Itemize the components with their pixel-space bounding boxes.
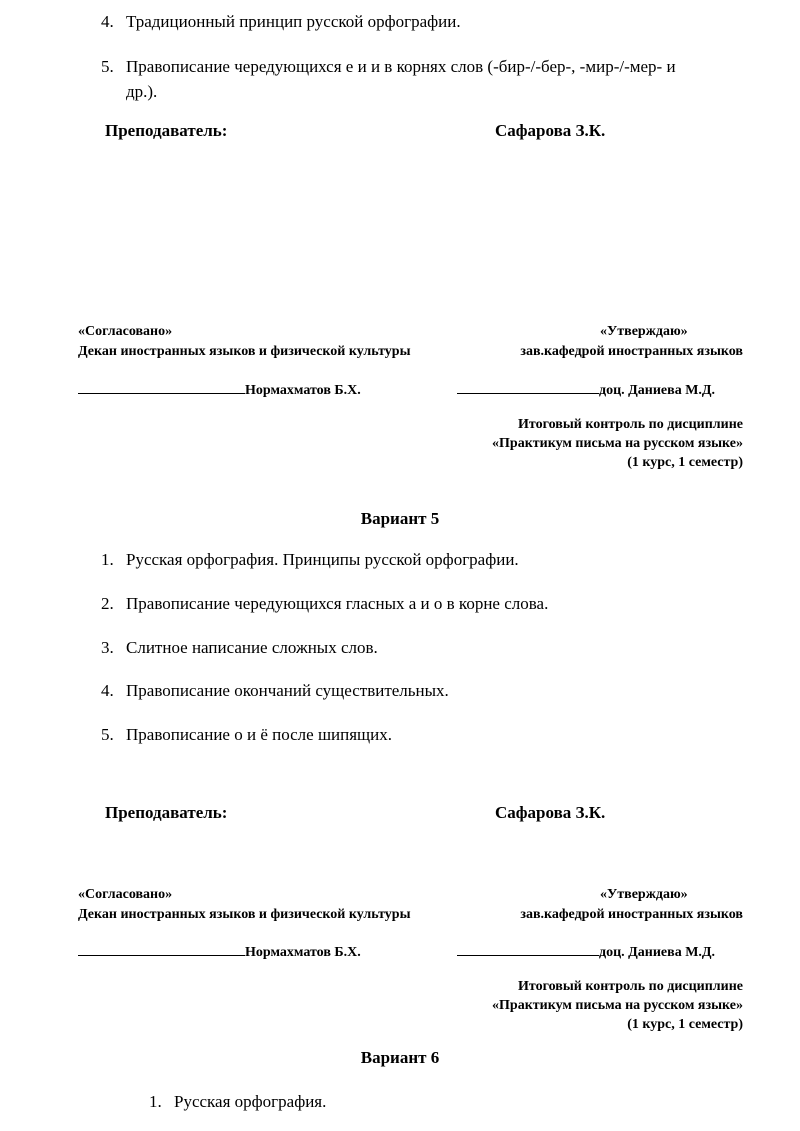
- list-text: Правописание чередующихся гласных а и о в корне слова.: [126, 594, 549, 613]
- head-title: зав.кафедрой иностранных языков: [520, 907, 743, 922]
- head-signature: [457, 379, 715, 400]
- list-number: 2.: [101, 594, 114, 613]
- list-text: Правописание окончаний существительных.: [126, 681, 449, 700]
- head-name: доц. Даниева М.Д.: [599, 945, 716, 960]
- head-name: доц. Даниева М.Д.: [599, 383, 716, 398]
- dean-signature: [78, 941, 361, 962]
- list-number: 1.: [149, 1092, 162, 1111]
- control-line-3: (1 курс, 1 семестр): [627, 1017, 743, 1032]
- list-text-continuation: др.).: [126, 82, 158, 101]
- list-text: Русская орфография.: [174, 1092, 327, 1111]
- control-line-1: Итоговый контроль по дисциплине: [518, 979, 743, 994]
- dean-signature: [78, 379, 361, 400]
- teacher-name: Сафарова З.К.: [495, 803, 606, 822]
- variant-title: Вариант 5: [360, 509, 440, 528]
- variant-title: Вариант 6: [360, 1048, 440, 1067]
- list-number: 5.: [101, 725, 114, 744]
- list-number: 4.: [101, 681, 114, 700]
- list-number: 1.: [101, 550, 114, 569]
- signature-line: [78, 941, 245, 956]
- dean-title: Декан иностранных языков и физической культуры: [78, 344, 411, 359]
- agreed-label: «Согласовано»: [78, 324, 173, 339]
- signature-line: [78, 379, 245, 394]
- list-text: Правописание чередующихся е и и в корнях слов (-бир-/-бер-, -мир-/-мер- и: [126, 57, 676, 76]
- list-text: Правописание о и ё после шипящих.: [126, 725, 392, 744]
- dean-title: Декан иностранных языков и физической культуры: [78, 907, 411, 922]
- control-line-2: «Практикум письма на русском языке»: [492, 998, 743, 1013]
- head-signature: [457, 941, 715, 962]
- list-number: 5.: [101, 57, 114, 76]
- dean-name: Нормахматов Б.Х.: [245, 383, 361, 398]
- list-number: 3.: [101, 638, 114, 657]
- agreed-label: «Согласовано»: [78, 887, 173, 902]
- teacher-label: Преподаватель:: [105, 121, 228, 140]
- teacher-label: Преподаватель:: [105, 803, 228, 822]
- signature-line: [457, 379, 599, 394]
- signature-line: [457, 941, 599, 956]
- dean-name: Нормахматов Б.Х.: [245, 945, 361, 960]
- list-text: Русская орфография. Принципы русской орфографии.: [126, 550, 519, 569]
- control-line-3: (1 курс, 1 семестр): [627, 455, 743, 470]
- approve-label: «Утверждаю»: [600, 324, 688, 339]
- list-number: 4.: [101, 12, 114, 31]
- list-text: Традиционный принцип русской орфографии.: [126, 12, 461, 31]
- control-line-1: Итоговый контроль по дисциплине: [518, 417, 743, 432]
- head-title: зав.кафедрой иностранных языков: [520, 344, 743, 359]
- control-line-2: «Практикум письма на русском языке»: [492, 436, 743, 451]
- teacher-name: Сафарова З.К.: [495, 121, 606, 140]
- approve-label: «Утверждаю»: [600, 887, 688, 902]
- list-text: Слитное написание сложных слов.: [126, 638, 378, 657]
